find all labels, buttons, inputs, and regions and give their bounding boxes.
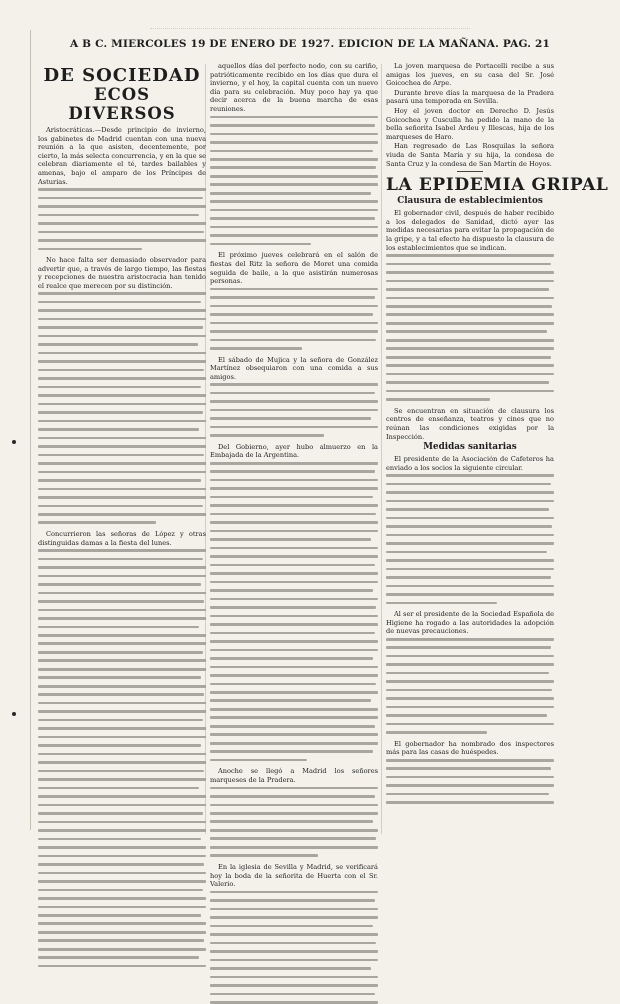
column-3	[386, 62, 609, 840]
masthead-show-through	[150, 28, 470, 35]
paragraph: Al ser el presidente de la Sociedad Española de Higiene ha rogado a las autoridades la adopción de nuevas precauciones.	[386, 610, 554, 636]
paragraph: El próximo jueves celebrará en el salón de fiestas del Ritz la señora de Moret una comida seguida de baile, a la que asistirán numerosas personas.	[210, 251, 378, 286]
paragraph: El gobernador ha nombrado dos inspectores más para las casas de huéspedes.	[386, 739, 554, 757]
paragraph: La joven marquesa de Portacelli recibe a sus amigas los jueves, en su casa del Sr. José Goicochea de Arpe.	[386, 62, 554, 88]
paragraph: No hace falta ser demasiado observador para advertir que, a través de largo tiempo, las fiestas y recepciones de nuestra aristocracia han tenido el realce que merecen por su distinción.	[38, 256, 206, 290]
text-lines	[38, 292, 206, 524]
society-section-title	[38, 66, 206, 123]
text-lines	[210, 288, 378, 350]
paragraph: El sábado de Mujica y la señora de González Martínez obsequiaron con una comida a sus amigos.	[210, 355, 378, 381]
paragraph: El presidente de la Asociación de Cafeteros ha enviado a los socios la siguiente circular.	[386, 455, 554, 472]
column-2	[210, 62, 378, 889]
text-lines	[38, 188, 206, 250]
text-lines	[210, 891, 378, 1004]
margin-hole-mark	[12, 440, 16, 444]
page-header: A B C. MIERCOLES 19 DE ENERO DE 1927. EDICION DE LA MAÑANA. PAG. 21	[69, 38, 551, 50]
epidemic-headline: LA EPIDEMIA GRIPAL	[386, 175, 609, 196]
text-lines	[386, 254, 554, 401]
page-edge-rule	[30, 30, 31, 830]
paragraph: Durante breve días la marquesa de la Pradera pasará una temporada en Sevilla.	[386, 88, 554, 106]
paragraph: El gobernador civil, después de haber recibido a los delegados de Sanidad, dictó ayer las medidas necesarias para evitar la propagación de la gripe, y a tal efecto ha dispuesto la clausura de los establecimientos que se indican.	[386, 209, 554, 252]
paragraph: Se encuentran en situación de clausura los centros de enseñanza, teatros y cines que no reúnan las condiciones exigidas por la Inspección.	[386, 406, 554, 441]
column-1	[38, 62, 206, 840]
paragraph: aquellos días del perfecto nodo, con su cariño, patrióticamente recibido en los días que dura el invierno, y el hoy, la capital cuenta con un nuevo día para su celebración. Muy poco hay ya que decir acerca de la buena marcha de esas reuniones.	[210, 62, 378, 113]
paragraph: Concurrieron las señoras de López y otras distinguidas damas a la fiesta del lunes.	[38, 529, 206, 547]
text-lines	[386, 474, 554, 604]
margin-hole-mark	[12, 712, 16, 716]
text-lines	[38, 549, 206, 967]
text-lines	[210, 462, 378, 762]
paragraph: Aristocráticas.—Desde principio de invierno, los gabinetes de Madrid cuentan con una nueva reunión a la que asisten, decentemente, por cierto, la más selecta concurrencia, y en la que se celebran diariamente el té, tardes bailables y amenas, bajo el amparo de los Príncipes de Asturias.	[38, 126, 206, 186]
text-lines	[210, 787, 378, 857]
title-line-2: ECOS DIVERSOS	[68, 85, 176, 123]
paragraph: Anoche se llegó a Madrid los señores marqueses de la Pradera.	[210, 767, 378, 784]
paragraph: Del Gobierno, ayer hubo almuerzo en la Embajada de la Argentina.	[210, 442, 378, 460]
title-line-1: DE SOCIEDAD	[43, 65, 201, 86]
text-lines	[386, 638, 554, 734]
sanitary-measures-subhead: Medidas sanitarias	[423, 442, 517, 453]
column-rule-2	[381, 64, 382, 834]
text-lines	[210, 116, 378, 246]
paragraph: Hoy el joven doctor en Derecho D. Jesús Goicochea y Cusculla ha pedido la mano de la bella señorita Isabel Ardeu y Illescas, hija de los marqueses de Haro.	[386, 106, 554, 141]
paragraph: Han regresado de Las Rosquilas la señora viuda de Santa María y su hija, la condesa de Santa Cruz y la condesa de San Martín de Hoyos.	[386, 142, 554, 168]
epidemic-subhead: Clausura de establecimientos	[397, 196, 543, 207]
paragraph: En la iglesia de Sevilla y Madrid, se verificará hoy la boda de la señorita de Huerta con el Sr. Valerio.	[210, 862, 378, 889]
text-lines	[210, 383, 378, 437]
text-lines	[386, 759, 554, 804]
section-divider	[457, 171, 483, 172]
